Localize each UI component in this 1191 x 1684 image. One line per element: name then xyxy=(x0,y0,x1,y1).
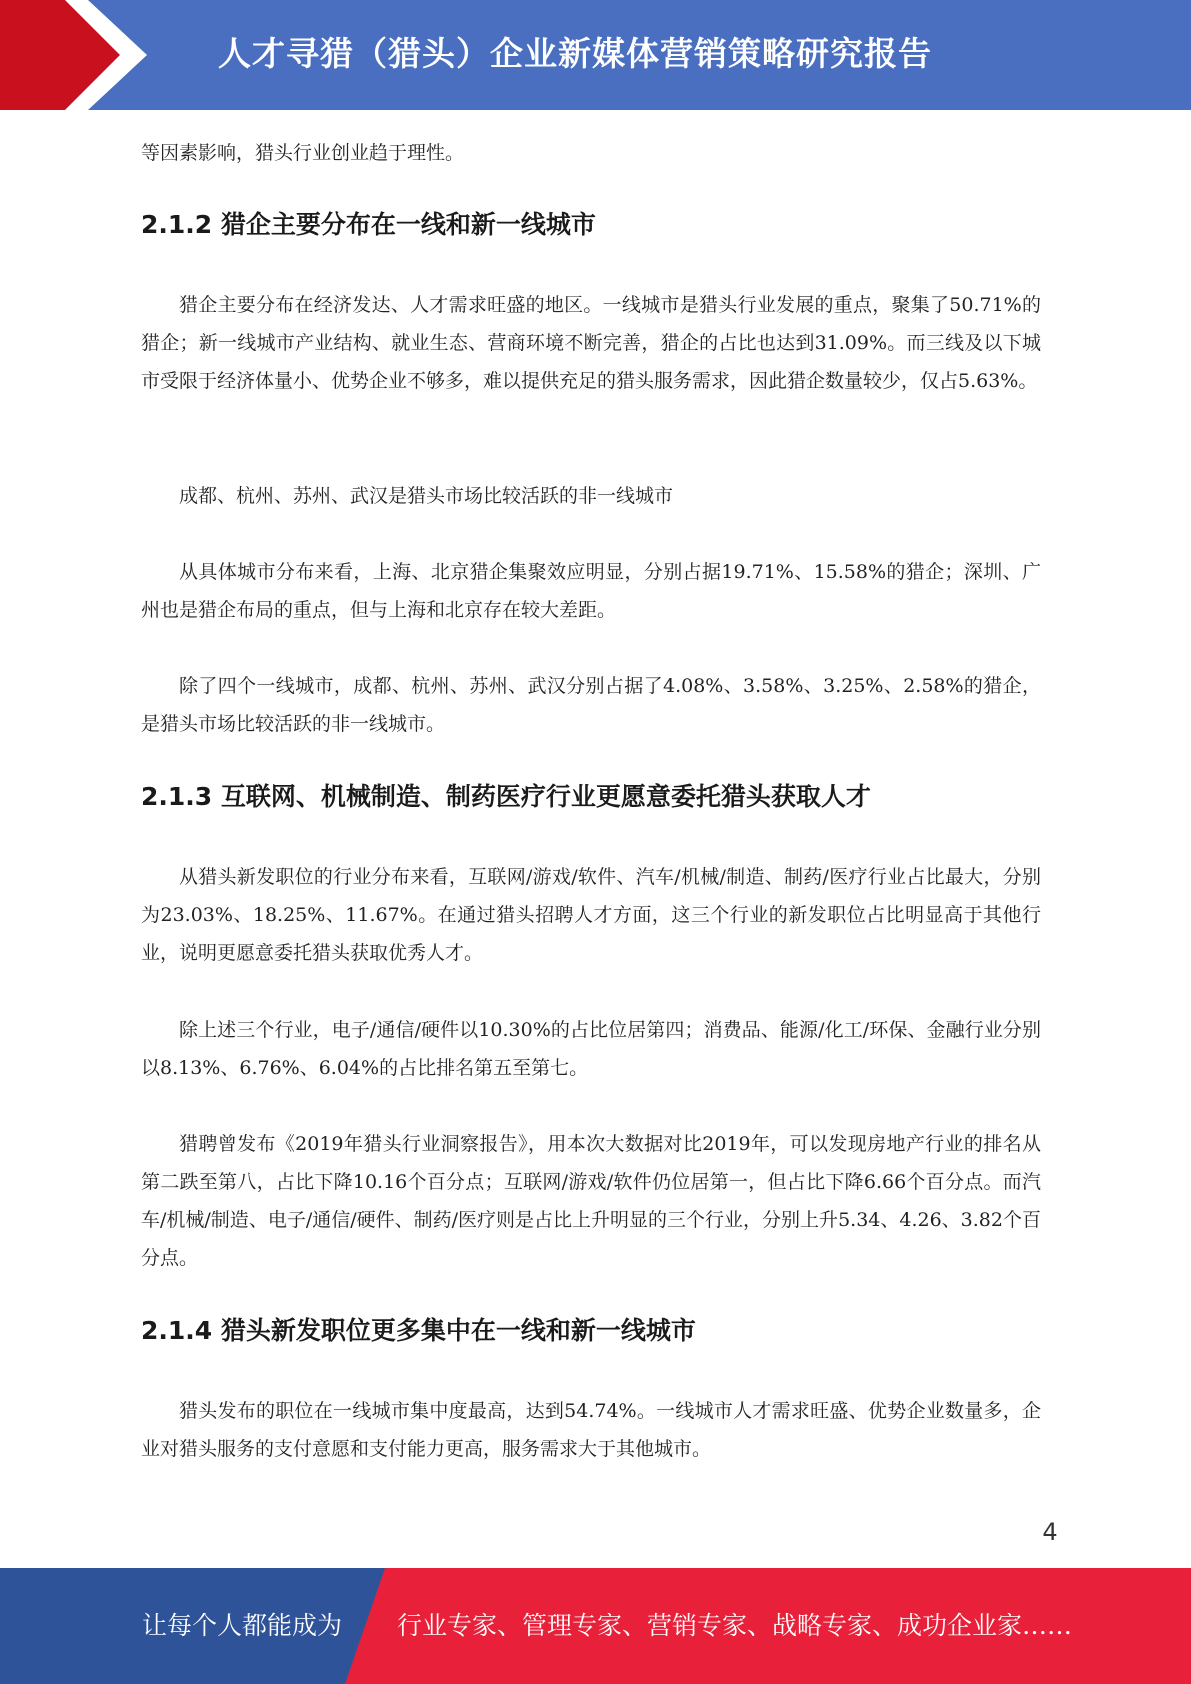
section-heading-2-1-2: 2.1.2 猎企主要分布在一线和新一线城市 xyxy=(141,210,596,239)
paragraph-industry-distribution: 从猎头新发职位的行业分布来看，互联网/游戏/软件、汽车/机械/制造、制药/医疗行业占比最大，分别为23.03%、18.25%、11.67%。在通过猎头招聘人才方面，这三个行业的新发职位占比明显高于其他行业，说明更愿意委托猎头获取优秀人才。 xyxy=(141,866,1041,964)
page-number: 4 xyxy=(1042,1518,1058,1546)
paragraph-non-tier1-cities: 除了四个一线城市，成都、杭州、苏州、武汉分别占据了4.08%、3.58%、3.25%、2.58%的猎企，是猎头市场比较活跃的非一线城市。 xyxy=(141,675,1041,735)
paragraph-job-concentration: 猎头发布的职位在一线城市集中度最高，达到54.74%。一线城市人才需求旺盛、优势企业数量多，企业对猎头服务的支付意愿和支付能力更高，服务需求大于其他城市。 xyxy=(141,1400,1041,1460)
section-heading-2-1-4: 2.1.4 猎头新发职位更多集中在一线和新一线城市 xyxy=(141,1316,696,1345)
paragraph-other-industries: 除上述三个行业，电子/通信/硬件以10.30%的占比位居第四；消费品、能源/化工/环保、金融行业分别以8.13%、6.76%、6.04%的占比排名第五至第七。 xyxy=(141,1019,1041,1079)
paragraph-specific-cities: 从具体城市分布来看，上海、北京猎企集聚效应明显，分别占据19.71%、15.58%的猎企；深圳、广州也是猎企布局的重点，但与上海和北京存在较大差距。 xyxy=(141,561,1041,621)
footer-slogan-right: 行业专家、管理专家、营销专家、战略专家、成功企业家…… xyxy=(397,1611,1073,1640)
section-heading-2-1-3: 2.1.3 互联网、机械制造、制药医疗行业更愿意委托猎头获取人才 xyxy=(141,782,871,811)
footer-slogan-left: 让每个人都能成为 xyxy=(142,1611,343,1640)
paragraph-active-cities-summary: 成都、杭州、苏州、武汉是猎头市场比较活跃的非一线城市 xyxy=(179,485,674,507)
header-title: 人才寻猎（猎头）企业新媒体营销策略研究报告 xyxy=(218,34,932,73)
paragraph-continuation: 等因素影响，猎头行业创业趋于理性。 xyxy=(141,142,465,164)
paragraph-city-distribution: 猎企主要分布在经济发达、人才需求旺盛的地区。一线城市是猎头行业发展的重点，聚集了50.71%的猎企；新一线城市产业结构、就业生态、营商环境不断完善，猎企的占比也达到31.09%。而三线及以下城市受限于经济体量小、优势企业不够多，难以提供充足的猎头服务需求，因此猎企数量较少，仅占5.63%。 xyxy=(141,294,1041,392)
page-footer xyxy=(0,1568,1191,1684)
page-header xyxy=(0,0,1191,110)
paragraph-2019-comparison: 猎聘曾发布《2019年猎头行业洞察报告》，用本次大数据对比2019年，可以发现房地产行业的排名从第二跌至第八，占比下降10.16个百分点；互联网/游戏/软件仍位居第一，但占比下降6.66个百分点。而汽车/机械/制造、电子/通信/硬件、制药/医疗则是占比上升明显的三个行业，分别上升5.34、4.26、3.82个百分点。 xyxy=(141,1133,1041,1269)
